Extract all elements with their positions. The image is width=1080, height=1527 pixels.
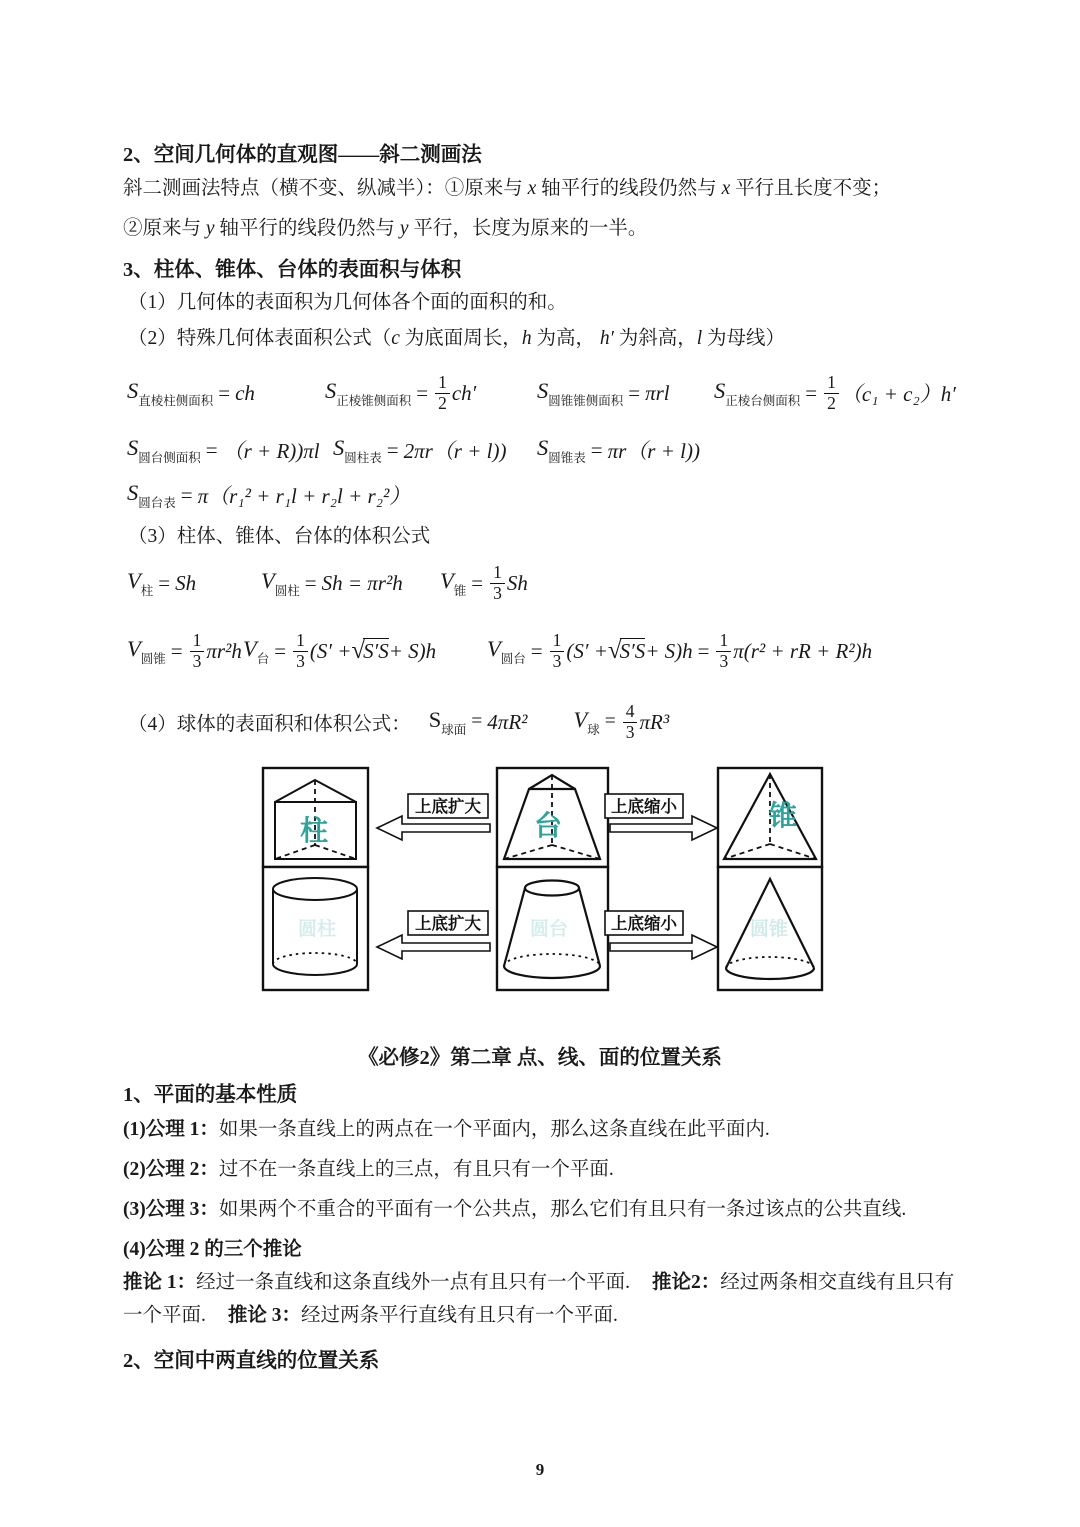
text-run: 斜二测画法特点（横不变、纵减半）：①原来与 <box>123 178 528 199</box>
equals-sign: = <box>386 437 399 462</box>
cone-frustum-label: 圆台 <box>530 919 569 940</box>
formula-sub: 柱 <box>140 583 154 598</box>
formula-v-prism <box>127 556 196 610</box>
equals-sign: = <box>158 570 171 595</box>
axiom2-label: (2)公理 2： <box>123 1159 219 1180</box>
fraction-numerator: 1 <box>550 631 565 652</box>
expand-label-top: 上底扩大 <box>415 797 481 816</box>
section2-heading: 2、空间几何体的直观图——斜二测画法 <box>123 144 482 166</box>
axiom3-label: (3)公理 3： <box>123 1199 219 1220</box>
page-number: 9 <box>535 1460 545 1479</box>
equals-sign: = <box>628 380 641 405</box>
formula-rhs: π（r₁² + r₁l + r₂l + r₂²） <box>197 484 411 508</box>
equals-sign: = <box>170 638 183 663</box>
formula-base: S <box>127 377 139 403</box>
text-run: 为斜高， <box>613 328 697 349</box>
formula-rhs: πrl <box>645 380 670 405</box>
axiom2-line <box>123 1157 614 1183</box>
formula-rhs: 2πr（r + l)) <box>403 439 507 463</box>
formula-base: S <box>127 434 139 460</box>
formula-v-cylinder <box>261 556 403 610</box>
formula-rhs: Sh = πr²h <box>321 570 403 595</box>
axiom3-text: 如果两个不重合的平面有一个公共点，那么它们有且只有一条过该点的公共直线. <box>218 1199 907 1220</box>
solids-transform-diagram <box>242 758 842 998</box>
surface-area-item2 <box>128 326 785 352</box>
axiom2-corollaries-heading: (4)公理 2 的三个推论 <box>123 1239 302 1260</box>
formula-base: V <box>127 635 141 661</box>
var-x: x <box>527 178 537 199</box>
pyramid-label: 锥 <box>769 801 798 832</box>
radicand: S′S <box>619 639 646 663</box>
formula-rhs: π(r² + rR + R²)h <box>733 638 873 663</box>
formula-sub: 圆台表 <box>138 495 176 510</box>
oblique-method-line1 <box>123 176 891 202</box>
sqrt-expression <box>351 637 388 665</box>
formula-rhs: (S′ + <box>566 638 608 663</box>
formula-v-circ-cone <box>127 622 242 680</box>
sphere-item-label: （4）球体的表面积和体积公式： <box>128 714 411 735</box>
var-y: y <box>399 218 409 239</box>
formula-base: V <box>573 706 588 732</box>
formula-sub: 球面 <box>441 722 467 737</box>
corollary2-text: 经过两条相交直线有且只有 <box>720 1272 955 1293</box>
formula-base: S <box>333 434 345 460</box>
formula-base: S <box>537 377 549 403</box>
formula-circ-frustum-lateral <box>127 432 320 468</box>
equals-sign: = <box>471 570 484 595</box>
formula-cone-total <box>537 432 700 468</box>
cylinder-label: 圆柱 <box>298 919 337 940</box>
var-l: l <box>696 328 703 349</box>
corollary2-label: 推论2： <box>652 1272 721 1293</box>
formula-rhs: 4πR² <box>487 709 528 734</box>
oblique-method-line2 <box>123 216 647 242</box>
equals-sign: = <box>274 638 287 663</box>
text-run: 为高， <box>531 328 600 349</box>
formula-sub: 圆锥锥侧面积 <box>548 393 624 408</box>
fraction-denominator: 3 <box>296 650 305 671</box>
fraction <box>714 631 733 671</box>
two-lines-heading: 2、空间中两直线的位置关系 <box>123 1350 380 1372</box>
formula-base: V <box>487 635 501 661</box>
text-run: ②原来与 <box>123 218 206 239</box>
arrow-left-bottom-icon <box>377 935 490 959</box>
formula-pyramid-lateral <box>325 366 476 420</box>
formula-sub: 圆锥 <box>140 651 166 666</box>
shrink-label-bottom: 上底缩小 <box>611 914 677 933</box>
formula-sub: 直棱柱侧面积 <box>138 393 214 408</box>
fraction <box>433 373 452 413</box>
formula-sub: 正棱台侧面积 <box>725 393 801 408</box>
equals-sign: = <box>180 482 193 507</box>
formula-rhs: + S)h <box>388 638 437 663</box>
sphere-formula-line <box>128 694 669 750</box>
formula-rhs: Sh <box>506 570 528 595</box>
var-h: h <box>521 328 532 349</box>
chapter-heading: 《必修2》第二章 点、线、面的位置关系 <box>358 1047 722 1069</box>
text-run: 平行，长度为原来的一半。 <box>408 218 648 239</box>
formula-rhs: πR³ <box>639 709 670 734</box>
formula-rhs: （r + R))πl <box>222 439 320 463</box>
fraction-numerator: 1 <box>190 631 205 652</box>
fraction-numerator: 1 <box>824 373 839 394</box>
corollary-line1 <box>123 1270 954 1296</box>
prism-label: 柱 <box>300 816 329 847</box>
equals-sign: = <box>205 437 218 462</box>
arrow-right-top-icon <box>610 816 717 840</box>
surface-area-item1: （1）几何体的表面积为几何体各个面的面积的和。 <box>128 292 567 313</box>
formula-rhs: πr（r + l)) <box>607 439 700 463</box>
fraction-denominator: 2 <box>438 392 447 413</box>
text-run: 为母线） <box>702 328 786 349</box>
cone-label: 圆锥 <box>750 919 789 940</box>
fraction-numerator: 4 <box>623 702 638 723</box>
equals-sign: = <box>697 638 710 663</box>
fraction <box>548 631 567 671</box>
formula-base: V <box>127 567 141 593</box>
corollary2-text-cont: 一个平面. <box>123 1305 206 1326</box>
volume-item3: （3）柱体、锥体、台体的体积公式 <box>128 526 431 547</box>
corollary3-text: 经过两条平行直线有且只有一个平面. <box>301 1305 618 1326</box>
fraction-numerator: 1 <box>716 631 731 652</box>
formula-rhs: （c₁ + c₂）h′ <box>840 382 956 406</box>
formula-sub: 圆柱表 <box>344 450 382 465</box>
axiom2-text: 过不在一条直线上的三点，有且只有一个平面. <box>218 1159 614 1180</box>
var-h-prime: h′ <box>599 328 614 349</box>
fraction-denominator: 3 <box>552 650 562 671</box>
corollary3-label: 推论 3： <box>227 1305 302 1326</box>
radical-sign: √ <box>351 637 366 664</box>
formula-cone-lateral <box>537 366 670 420</box>
fraction-denominator: 3 <box>625 721 635 742</box>
formula-rhs: + S)h <box>645 638 693 663</box>
radicand: S′S <box>363 639 389 663</box>
fraction <box>488 563 507 603</box>
shrink-label-top: 上底缩小 <box>611 797 677 816</box>
fraction <box>621 702 640 742</box>
formula-base: S <box>714 377 726 403</box>
formula-sub: 台 <box>256 651 270 666</box>
fraction-numerator: 1 <box>435 373 450 394</box>
fraction-denominator: 3 <box>719 650 729 671</box>
corollary1-text: 经过一条直线和这条直线外一点有且只有一个平面. <box>196 1272 631 1293</box>
formula-sub: 圆台侧面积 <box>138 450 201 465</box>
text-run: 轴平行的线段仍然与 <box>536 178 722 199</box>
fraction-denominator: 2 <box>827 392 836 413</box>
text-run: 平行且长度不变； <box>730 178 892 199</box>
formula-rhs: ch <box>235 380 255 405</box>
equals-sign: = <box>590 437 603 462</box>
text-run: （2）特殊几何体表面积公式（ <box>128 328 392 349</box>
formula-v-frustum <box>243 622 436 680</box>
fraction-denominator: 3 <box>192 650 202 671</box>
formula-base: S <box>537 434 549 460</box>
formula-base: S <box>325 377 337 403</box>
formula-rhs: ch′ <box>451 380 477 405</box>
fraction-denominator: 3 <box>493 582 502 603</box>
text-run: 为底面周长， <box>399 328 522 349</box>
formula-rhs: Sh <box>175 570 197 595</box>
formula-circ-frustum-total <box>127 477 410 513</box>
sqrt-expression <box>608 637 645 665</box>
var-y: y <box>205 218 215 239</box>
corollary-line2 <box>123 1303 618 1329</box>
formula-prism-lateral <box>127 366 255 420</box>
formula-sub: 圆台 <box>500 651 526 666</box>
fraction <box>188 631 207 671</box>
axiom1-line <box>123 1117 770 1143</box>
equals-sign: = <box>805 380 818 405</box>
text-run: 轴平行的线段仍然与 <box>214 218 400 239</box>
formula-base: S <box>428 706 442 732</box>
formula-cylinder-total <box>333 432 506 468</box>
corollary1-label: 推论 1： <box>123 1272 197 1293</box>
axiom3-line <box>123 1197 906 1223</box>
formula-base: V <box>261 567 275 593</box>
formula-sub: 正棱锥侧面积 <box>336 393 412 408</box>
equals-sign: = <box>218 380 231 405</box>
equals-sign: = <box>471 711 483 732</box>
axiom1-label: (1)公理 1： <box>123 1119 219 1140</box>
arrow-left-top-icon <box>377 816 490 840</box>
formula-sub: 锥 <box>453 583 467 598</box>
formula-base: V <box>440 567 454 593</box>
equals-sign: = <box>416 380 429 405</box>
fraction <box>291 631 310 671</box>
formula-rhs: (S′ + <box>309 638 352 663</box>
formula-base: V <box>243 635 257 661</box>
fraction <box>822 373 841 413</box>
formula-v-circ-frustum <box>487 622 872 680</box>
frustum-label: 台 <box>534 811 563 842</box>
radical-sign: √ <box>607 637 622 664</box>
formula-sub: 圆柱 <box>274 583 300 598</box>
arrow-right-bottom-icon <box>610 935 717 959</box>
formula-base: S <box>127 479 139 505</box>
equals-sign: = <box>304 570 317 595</box>
formula-rhs: πr²h <box>206 638 242 663</box>
expand-label-bottom: 上底扩大 <box>415 914 481 933</box>
axiom1-text: 如果一条直线上的两点在一个平面内，那么这条直线在此平面内. <box>218 1119 770 1140</box>
fraction-numerator: 1 <box>293 631 308 652</box>
var-x: x <box>721 178 731 199</box>
equals-sign: = <box>530 638 543 663</box>
formula-frustum-lateral <box>714 366 956 420</box>
section3-heading: 3、柱体、锥体、台体的表面积与体积 <box>123 259 462 281</box>
plane-properties-heading: 1、平面的基本性质 <box>123 1084 298 1106</box>
formula-sub: 球 <box>587 722 600 737</box>
var-c: c <box>391 328 400 349</box>
formula-sub: 圆锥表 <box>548 450 586 465</box>
fraction-numerator: 1 <box>490 563 505 584</box>
formula-v-cone <box>440 556 528 610</box>
equals-sign: = <box>604 711 616 732</box>
